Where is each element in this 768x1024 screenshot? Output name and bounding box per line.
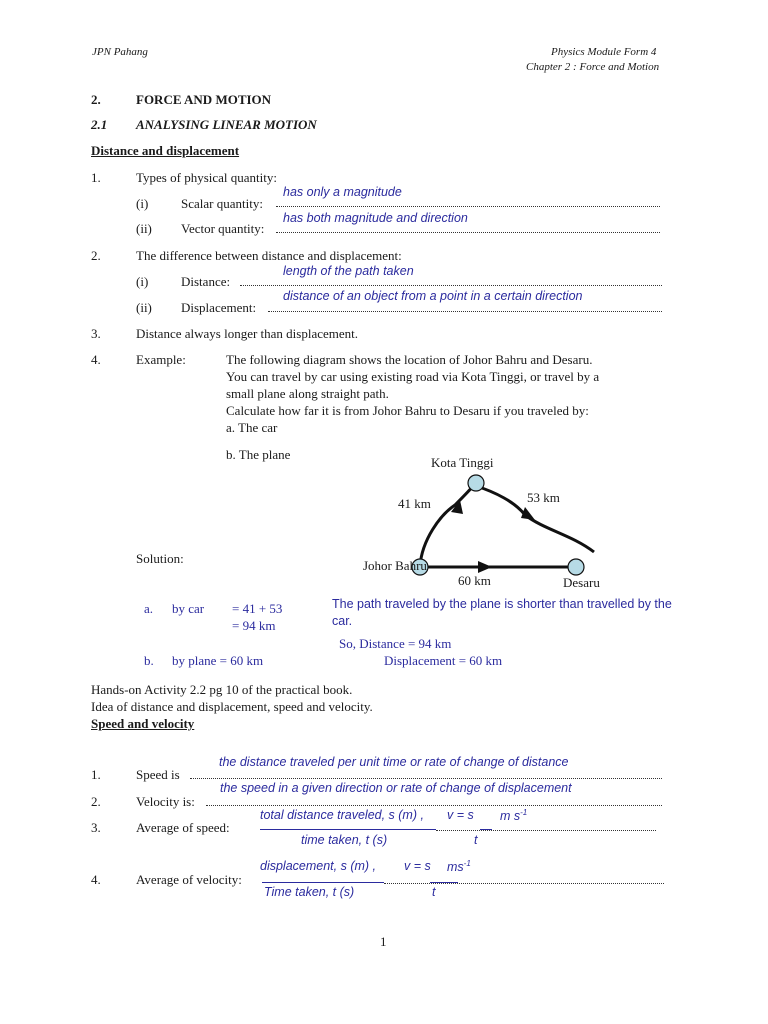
- velocity-formula-denominator: Time taken, t (s): [264, 885, 355, 899]
- sv-q4-text: Average of velocity:: [136, 872, 242, 887]
- header-right-line1: Physics Module Form 4: [551, 46, 657, 58]
- q2-ii-text: Displacement:: [181, 300, 257, 315]
- activity-line2: Idea of distance and displacement, speed and velocity.: [91, 699, 373, 714]
- q4-line1: The following diagram shows the location of Johor Bahru and Desaru.: [226, 352, 593, 367]
- solution-displacement: Displacement = 60 km: [384, 653, 503, 668]
- speed-formula-unit: m $s^{-1}$: [500, 808, 528, 824]
- q2-i-label: (i): [136, 274, 149, 289]
- q1-ii-label: (ii): [136, 221, 152, 236]
- chapter-title: FORCE AND MOTION: [136, 92, 272, 107]
- solution-a-calc1: = 41 + 53: [232, 601, 283, 616]
- speed-formula-denominator: time taken, t (s): [301, 833, 388, 847]
- q3-number: 3.: [91, 326, 101, 341]
- label-desaru: Desaru: [563, 575, 600, 590]
- q1-i-label: (i): [136, 196, 149, 211]
- q4-label: Example:: [136, 352, 186, 367]
- section-title: ANALYSING LINEAR MOTION: [136, 117, 317, 132]
- velocity-formula-t: t: [432, 885, 436, 899]
- q3-text: Distance always longer than displacement.: [136, 326, 359, 341]
- q4-line2: You can travel by car using existing road via Kota Tinggi, or travel by a: [226, 369, 600, 384]
- q2-number: 2.: [91, 248, 101, 263]
- sv-q1-text: Speed is: [136, 767, 180, 782]
- sv-q4-number: 4.: [91, 872, 101, 887]
- q1-ii-text: Vector quantity:: [181, 221, 265, 236]
- arrow-60km: [478, 561, 492, 573]
- solution-a-text: by car: [172, 601, 205, 616]
- q4-option-a: a. The car: [226, 420, 278, 435]
- velocity-fraction-bar: [262, 882, 384, 883]
- q2-text: The difference between distance and displacement:: [136, 248, 402, 263]
- header-right-line2: Chapter 2 : Force and Motion: [526, 61, 660, 73]
- answer-line: [436, 830, 656, 831]
- q4-number: 4.: [91, 352, 101, 367]
- speed-answer: the distance traveled per unit time or rate of change of distance: [219, 755, 569, 769]
- label-53km: 53 km: [527, 490, 560, 505]
- sv-q1-number: 1.: [91, 767, 101, 782]
- sv-q3-number: 3.: [91, 820, 101, 835]
- label-johor-bahru: Johor Bahru: [363, 558, 427, 573]
- activity-line1: Hands-on Activity 2.2 pg 10 of the practical book.: [91, 682, 353, 697]
- answer-line: [384, 883, 664, 884]
- velocity-answer: the speed in a given direction or rate of change of displacement: [220, 781, 572, 795]
- heading-distance-displacement: Distance and displacement: [91, 143, 240, 158]
- solution-b-label: b.: [144, 653, 154, 668]
- q2-ii-label: (ii): [136, 300, 152, 315]
- label-60km: 60 km: [458, 573, 491, 588]
- scalar-answer: has only a magnitude: [283, 185, 402, 199]
- node-desaru: [568, 559, 584, 575]
- q4-line3: small plane along straight path.: [226, 386, 389, 401]
- sv-q2-text: Velocity is:: [136, 794, 195, 809]
- speed-formula-v: v = s: [447, 808, 474, 822]
- speed-fraction-bar: [260, 829, 436, 830]
- solution-note-line2: car.: [332, 614, 353, 628]
- solution-note-line1: The path traveled by the plane is shorter than travelled by the: [332, 597, 672, 611]
- chapter-number: 2.: [91, 92, 101, 107]
- page-number: 1: [380, 934, 387, 949]
- header-left: JPN Pahang: [92, 46, 148, 58]
- q1-number: 1.: [91, 170, 101, 185]
- label-kota-tinggi: Kota Tinggi: [431, 455, 494, 470]
- solution-a-calc2: = 94 km: [232, 618, 276, 633]
- q1-text: Types of physical quantity:: [136, 170, 277, 185]
- arrow-53km: [521, 507, 535, 520]
- answer-line: [206, 805, 662, 806]
- solution-label: Solution:: [136, 551, 184, 566]
- label-41km: 41 km: [398, 496, 431, 511]
- velocity-formula-v: v = s: [404, 859, 431, 873]
- sv-q2-number: 2.: [91, 794, 101, 809]
- q4-option-b: b. The plane: [226, 447, 291, 462]
- sv-q3-text: Average of speed:: [136, 820, 230, 835]
- speed-formula-numerator: total distance traveled, s (m) ,: [260, 808, 424, 822]
- velocity-formula-numerator: displacement, s (m) ,: [260, 859, 377, 873]
- answer-line: [190, 778, 662, 779]
- speed-formula-t: t: [474, 833, 478, 847]
- section-number: 2.1: [91, 117, 108, 132]
- heading-speed-velocity: Speed and velocity: [91, 716, 195, 731]
- solution-a-label: a.: [144, 601, 154, 616]
- distance-answer: length of the path taken: [283, 264, 414, 278]
- solution-so-distance: So, Distance = 94 km: [339, 636, 452, 651]
- q2-i-text: Distance:: [181, 274, 231, 289]
- node-kota-tinggi: [468, 475, 484, 491]
- velocity-formula-unit: $ms^{-1}$: [447, 859, 471, 875]
- vector-answer: has both magnitude and direction: [283, 211, 468, 225]
- displacement-answer: distance of an object from a point in a certain direction: [283, 289, 583, 303]
- solution-b-text: by plane = 60 km: [172, 653, 264, 668]
- q1-i-text: Scalar quantity:: [181, 196, 263, 211]
- q4-line4: Calculate how far it is from Johor Bahru to Desaru if you traveled by:: [226, 403, 589, 418]
